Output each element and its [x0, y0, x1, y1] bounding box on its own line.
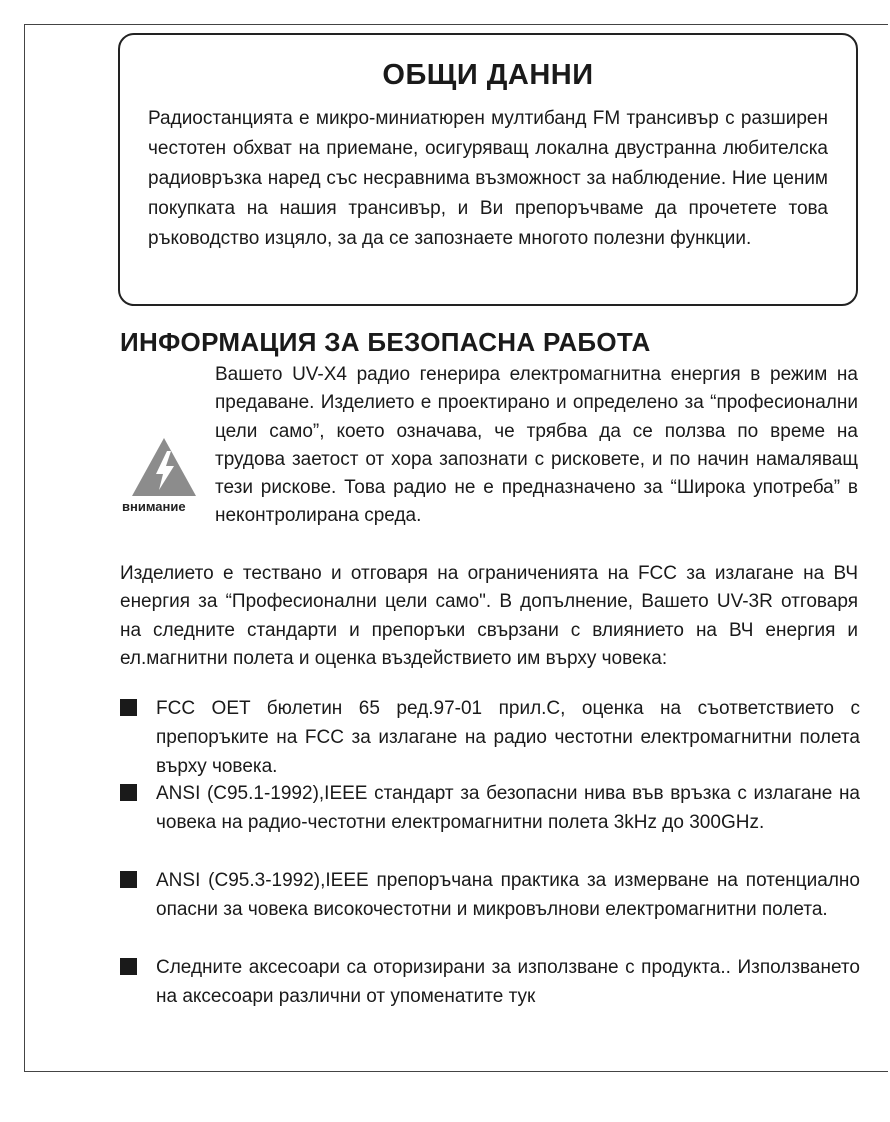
list-item-text: FCC OET бюлетин 65 ред.97-01 прил.C, оценка на съответствието с препоръките на FCC за излагане на радио честотни електромагнитни полета върху човека. [156, 698, 860, 777]
standards-list [120, 694, 860, 1011]
square-bullet-icon [120, 784, 137, 801]
list-item-text: ANSI (C95.1-1992),IEEE стандарт за безопасни нива във връзка с излагане на човека на радио-честотни електромагнитни полета 3kHz до 300GHz. [156, 783, 860, 833]
list-item [120, 779, 860, 866]
safety-heading: ИНФОРМАЦИЯ ЗА БЕЗОПАСНА РАБОТА [120, 327, 651, 357]
square-bullet-icon [120, 958, 137, 975]
general-info-text: Радиостанцията е микро-миниатюрен мултибанд FM трансивър с разширен честотен обхват на приемане, осигуряващ локална двустранна любителска радиовръзка наред със несравнима възможност за наблюдение. Ние ценим покупката на нашия трансивър, и Ви препоръчваме да прочетете това ръководство изцяло, за да се запознаете многото полезни функции. [148, 108, 828, 249]
list-item [120, 953, 860, 1011]
general-info-box [118, 33, 858, 306]
list-item [120, 694, 860, 779]
list-item-text: Следните аксесоари са оторизирани за използване с продукта.. Използването на аксесоари различни от упоменатите тук [156, 957, 860, 1007]
list-item-text: ANSI (C95.3-1992),IEEE препоръчана практика за измерване на потенциално опасни за човека високочестотни и микровълнови електромагнитни полета. [156, 870, 860, 920]
warning-label: внимание [122, 499, 186, 514]
general-info-title: ОБЩИ ДАННИ [382, 59, 594, 91]
fcc-paragraph: Изделието е тествано и отговаря на ограниченията на FCC за излагане на ВЧ енергия за “Професионални цели само". В допълнение, Вашето UV-3R отговаря на следните стандарти и препоръки свързани с влиянието на ВЧ енергия и ел.магнитни полета и оценка въздействието им върху човека: [120, 563, 858, 669]
list-item [120, 866, 860, 953]
square-bullet-icon [120, 699, 137, 716]
warning-paragraph: Вашето UV-X4 радио генерира електромагнитна енергия в режим на предаване. Изделието е проектирано и определено за “професионални цели само”, което означава, че трябва да се ползва по време на трудова заетост от хора запознати с рисковете, и по начин намаляващ тези рискове. Това радио не е предназначено за “Широка употреба” в неконтролирана среда. [215, 364, 858, 527]
square-bullet-icon [120, 871, 137, 888]
high-voltage-warning-icon [132, 438, 196, 496]
